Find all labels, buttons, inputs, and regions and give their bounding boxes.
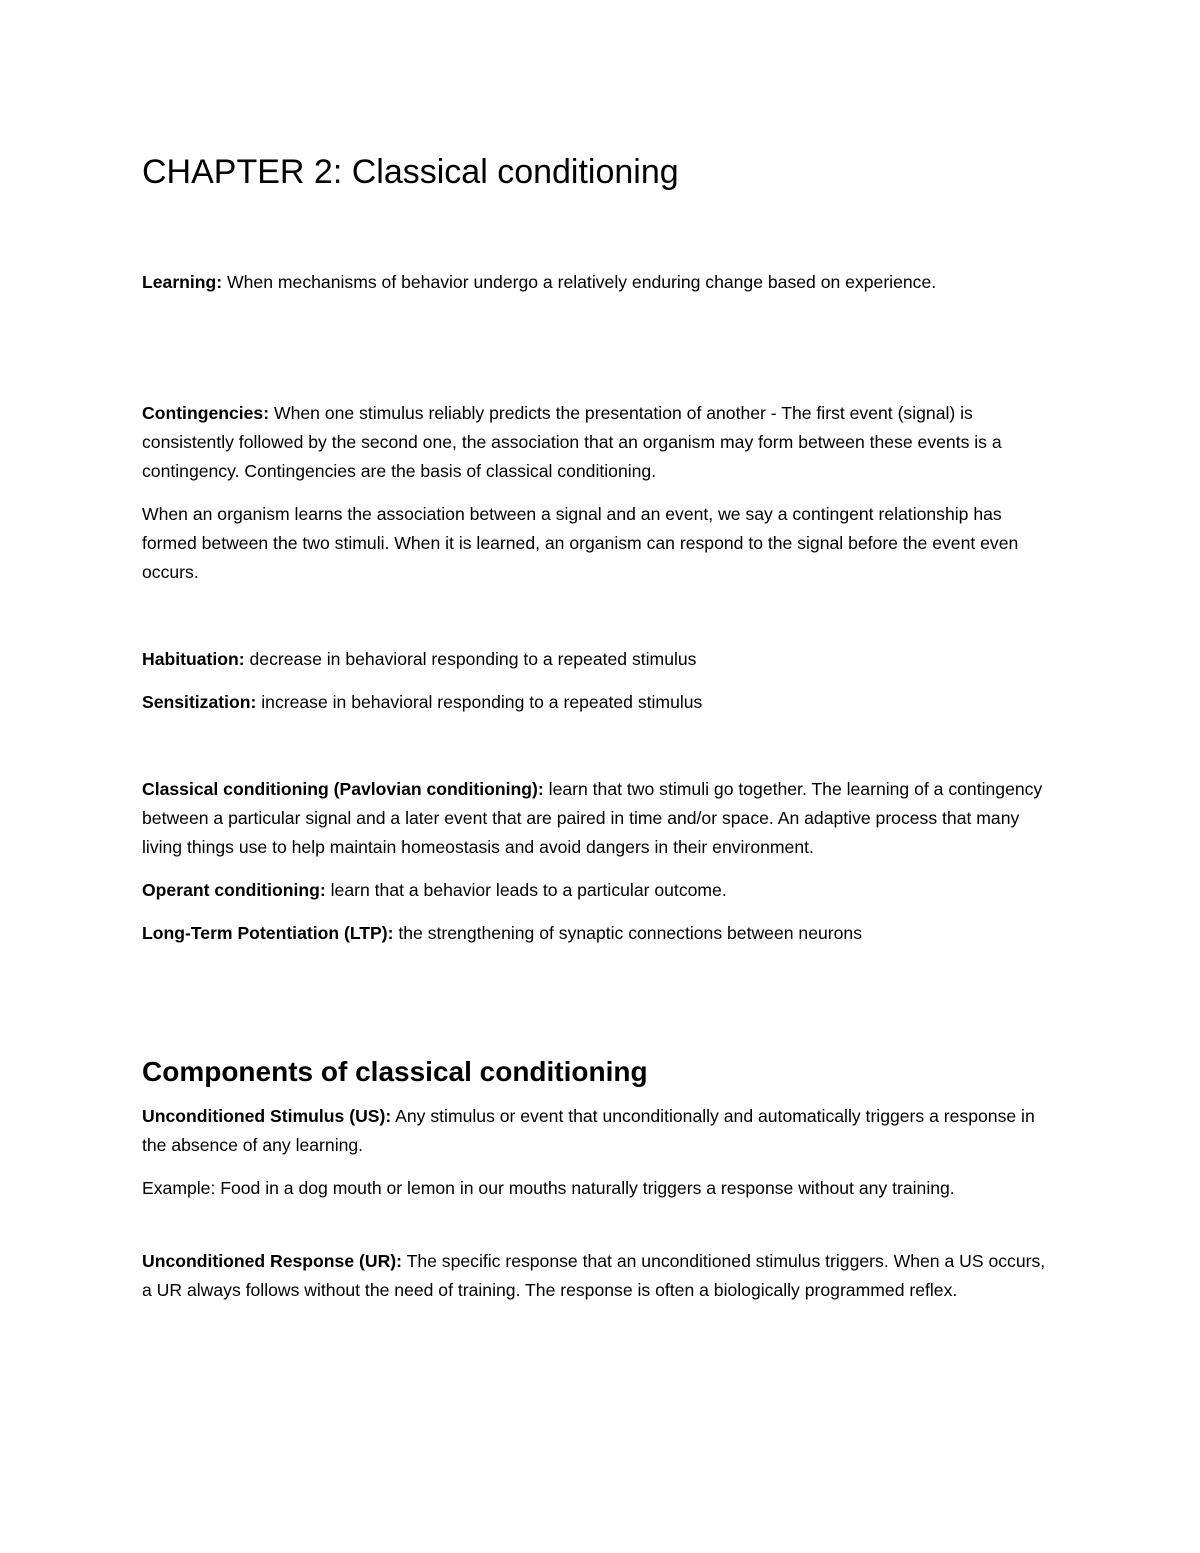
definition-sensitization (142, 688, 1057, 717)
paragraph-contingent-relationship: When an organism learns the association between a signal and an event, we say a contingent relationship has formed between the two stimuli. When it is learned, an organism can respond to the signal before the event even occurs. (142, 504, 1019, 582)
definition-classical-conditioning-text: learn that two stimuli go together. The learning of a contingency between a particular signal and a later event that are paired in time and/or space. An adaptive process that many living things use to help maintain homeostasis and avoid dangers in their environment. (142, 779, 1043, 857)
definition-habituation-text: decrease in behavioral responding to a repeated stimulus (244, 649, 697, 669)
definition-operant-conditioning-text: learn that a behavior leads to a particular outcome. (325, 880, 727, 900)
definition-us-text: Any stimulus or event that unconditionally and automatically triggers a response in the absence of any learning. (142, 1106, 1035, 1155)
document-content (142, 148, 1057, 1305)
term-ur: Unconditioned Response (UR): (142, 1251, 402, 1271)
term-contingencies: Contingencies: (142, 403, 270, 423)
term-classical-conditioning: Classical conditioning (Pavlovian conditioning): (142, 779, 544, 799)
term-ltp: Long-Term Potentiation (LTP): (142, 923, 394, 943)
definition-ur-text: The specific response that an unconditioned stimulus triggers. When a US occurs, a UR always follows without the need of training. The response is often a biologically programmed reflex. (142, 1251, 1046, 1300)
definition-classical-conditioning (142, 775, 1057, 862)
definition-operant-conditioning (142, 876, 1057, 905)
chapter-title: CHAPTER 2: Classical conditioning (142, 153, 679, 191)
definition-learning (142, 268, 1057, 297)
definition-ltp-text: the strengthening of synaptic connections between neurons (393, 923, 862, 943)
definition-contingencies-text: When one stimulus reliably predicts the presentation of another - The first event (signal) is consistently followed by the second one, the association that an organism may form between these events is a contingency. Contingencies are the basis of classical conditioning. (142, 403, 1002, 481)
term-us: Unconditioned Stimulus (US): (142, 1106, 392, 1126)
definition-us (142, 1102, 1057, 1160)
section-heading-components: Components of classical conditioning (142, 1056, 648, 1087)
term-learning: Learning: (142, 272, 223, 292)
paragraph-example: Example: Food in a dog mouth or lemon in our mouths naturally triggers a response without any training. (142, 1178, 955, 1198)
definition-ltp (142, 919, 1057, 948)
definition-sensitization-text: increase in behavioral responding to a repeated stimulus (256, 692, 703, 712)
definition-contingencies (142, 399, 1057, 486)
term-habituation: Habituation: (142, 649, 245, 669)
term-sensitization: Sensitization: (142, 692, 257, 712)
term-operant-conditioning: Operant conditioning: (142, 880, 326, 900)
definition-habituation (142, 645, 1057, 674)
definition-learning-text: When mechanisms of behavior undergo a relatively enduring change based on experience. (222, 272, 937, 292)
definition-ur (142, 1247, 1057, 1305)
